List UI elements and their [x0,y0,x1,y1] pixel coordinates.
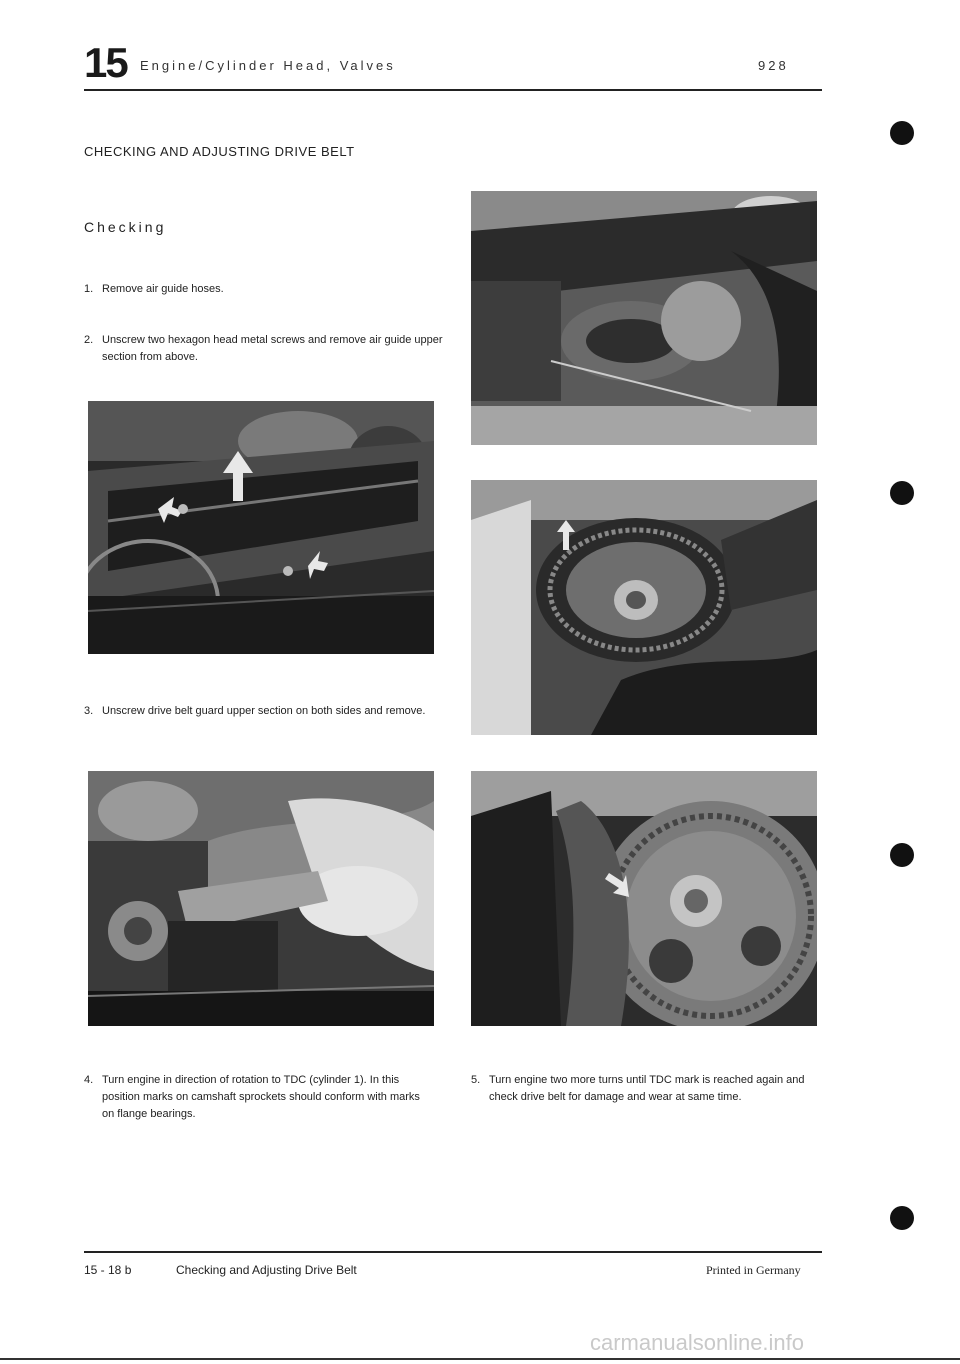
step-number: 3. [84,705,94,717]
binder-hole [890,481,914,505]
step-2 [84,332,444,366]
photo-belt-guard [88,771,434,1026]
binder-hole [890,121,914,145]
footer-rule [84,1251,822,1253]
header-rule [84,89,822,91]
section-title: CHECKING AND ADJUSTING DRIVE BELT [84,144,355,159]
step-1 [84,281,434,298]
step-text: Turn engine two more turns until TDC mark is reached again and check drive belt for damage and wear at same time. [489,1074,805,1103]
step-text: Turn engine in direction of rotation to TDC (cylinder 1). In this position marks on camshaft sprockets should conform with marks on flange bearings. [102,1074,420,1120]
step-5 [471,1072,816,1106]
watermark: carmanualsonline.info [590,1330,805,1355]
photo-air-guide [88,401,434,654]
step-number: 4. [84,1074,94,1086]
footer-page-number: 15 - 18 b [84,1263,132,1277]
step-text: Unscrew two hexagon head metal screws and remove air guide upper section from above. [102,334,443,363]
step-4 [84,1072,434,1123]
binder-hole [890,1206,914,1230]
step-text: Remove air guide hoses. [102,283,224,295]
bottom-rule [0,1358,960,1360]
step-number: 2. [84,334,94,346]
step-text: Unscrew drive belt guard upper section on both sides and remove. [102,705,426,717]
step-number: 1. [84,283,94,295]
header-model: 928 [758,58,789,73]
chapter-number: 15 [84,39,127,86]
photo-sprocket-marks [471,480,817,735]
step-number: 5. [471,1074,481,1086]
header-title: Engine/Cylinder Head, Valves [140,58,396,73]
step-3 [84,703,444,720]
footer-printed: Printed in Germany [706,1263,801,1277]
footer-title: Checking and Adjusting Drive Belt [176,1263,357,1277]
photo-belt-tdc-mark [471,771,817,1026]
binder-hole [890,843,914,867]
photo-camshaft-area [471,191,817,445]
subheading: Checking [84,219,167,235]
